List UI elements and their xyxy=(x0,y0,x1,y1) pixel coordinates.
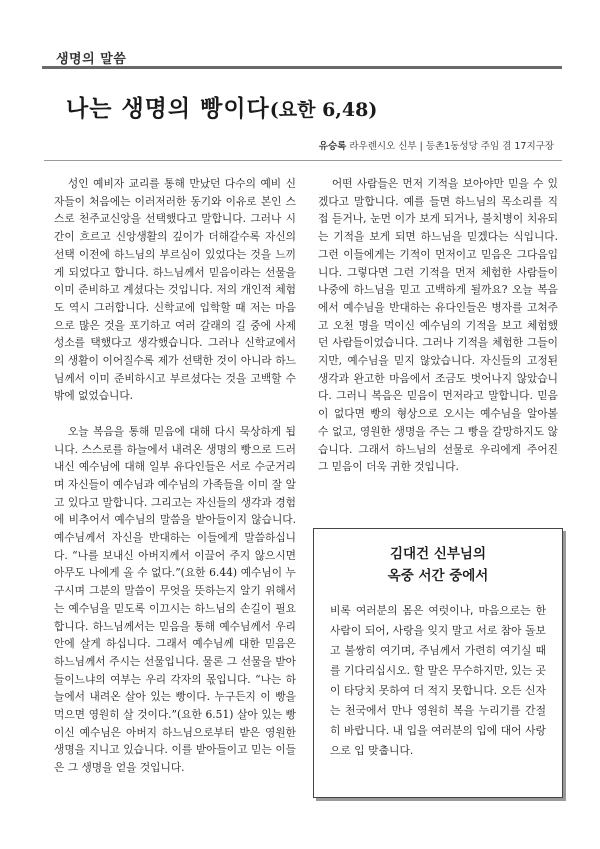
header-divider xyxy=(42,66,562,69)
left-column xyxy=(54,175,296,777)
byline-author: 유승록 xyxy=(318,141,347,152)
quote-title-line: 옥중 서간 중에서 xyxy=(387,568,489,584)
title-reference: (요한 6,48) xyxy=(269,99,378,121)
byline xyxy=(319,138,554,152)
paragraph: 성인 예비자 교리를 통해 만났던 다수의 예비 신자들이 처음에는 이러저러한 동기와 이유로 본인 스스로 천주교신앙을 선택했다고 말합니다. 그러나 시간이 흐르고 신앙생활의 깊이가 더해갈수록 자신의 선택 이전에 하느님의 부르심이 있었다는 것을 느끼게 되었다고 합니다. 하느님께서 믿음이라는 선물을 이미 준비하고 계셨다는 것입니다. 저의 개인적 체험도 역시 그러합니다. 신학교에 입학할 때 저는 마음으로 많은 것을 포기하고 여러 갈래의 길 중에 사제 성소를 택했다고 생각했습니다. 그러나 신학교에서의 생활이 이어질수록 제가 선택한 것이 아니라 하느님께서 이미 준비하시고 부르셨다는 것을 고백할 수밖에 없었습니다. xyxy=(54,177,296,403)
page-title xyxy=(66,90,377,123)
paragraph: 어떤 사람들은 먼저 기적을 보아야만 믿을 수 있겠다고 말합니다. 예를 들면 하느님의 목소리를 직접 듣거나, 눈먼 이가 보게 되거나, 불치병이 치유되는 기적을 보게 되면 하느님을 믿겠다는 식입니다. 그런 이들에게는 기적이 먼저이고 믿음은 그다음입니다. 그렇다면 그런 기적을 먼저 체험한 사람들이 나중에 하느님을 믿고 고백하게 될까요? 오늘 복음에서 예수님을 반대하는 유다인들은 병자를 고쳐주고 오천 명을 먹이신 예수님의 기적을 보고 체험했던 사람들이었습니다. 그러나 기적을 체험한 그들이지만, 예수님을 믿지 않았습니다. 자신들의 고정된 생각과 완고한 마음에서 조금도 벗어나지 않았습니다. 그러니 복음은 믿음이 먼저라고 말합니다. 믿음이 없다면 빵의 형상으로 오시는 예수님을 알아볼 수 없고, 영원한 생명을 주는 그 빵을 갈망하지도 않습니다. 그래서 하느님의 선물로 우리에게 주어진 그 믿음이 더욱 귀한 것입니다. xyxy=(318,177,558,474)
quote-body: 비록 여러분의 몸은 여럿이나, 마음으로는 한 사람이 되어, 사랑을 잊지 말고 서로 참아 돌보고 불쌍히 여기며, 주님께서 가련히 여기실 때를 기다리십시오. 할 말은 무수하지만, 있는 곳이 타당치 못하여 더 적지 못합니다. 오든 신자는 천국에서 만나 영원히 복을 누리기를 간절히 바랍니다. 내 입을 여러분의 입에 대어 사랑으로 입 맞춥니다. xyxy=(330,604,546,757)
section-label: 생명의 말씀 xyxy=(56,52,127,67)
title-text: 나는 생명의 빵이다 xyxy=(66,95,270,122)
right-column xyxy=(318,175,558,476)
quote-box xyxy=(313,528,563,798)
quote-title xyxy=(330,543,546,587)
paragraph: 오늘 복음을 통해 믿음에 대해 다시 묵상하게 됩니다. 스스로를 하늘에서 내려온 생명의 빵으로 드러내신 예수님에 대해 일부 유다인들은 서로 수군거리며 자신들이 예수님과 예수님의 가족들을 이미 잘 알고 있다고 말합니다. 그리고는 자신들의 생각과 경험에 비추어서 예수님의 말씀을 받아들이지 않습니다. 예수님께서 자신을 반대하는 이들에게 말씀하십니다. “나를 보내신 아버지께서 이끌어 주지 않으시면 아무도 나에게 올 수 없다.”(요한 6.44) 예수님이 누구시며 그분의 말씀이 무엇을 뜻하는지 알기 위해서는 예수님을 믿도록 이끄시는 하느님의 손길이 필요합니다. 하느님께서는 믿음을 통해 예수님께서 우리 안에 살게 하십니다. 그래서 예수님께 대한 믿음은 하느님께서 주시는 선물입니다. 물론 그 선물을 받아들이느냐의 여부는 우리 각자의 몫입니다. “나는 하늘에서 내려온 살아 있는 빵이다. 누구든지 이 빵을 먹으면 영원히 살 것이다.”(요한 6.51) 살아 있는 빵이신 예수님은 아버지 하느님으로부터 받은 영원한 생명을 지니고 있습니다. 이를 받아들이고 믿는 이들은 그 생명을 얻을 것입니다. xyxy=(54,424,296,775)
title-divider xyxy=(44,160,562,161)
quote-title-line: 김대건 신부님의 xyxy=(390,546,486,562)
byline-details: 라우렌시오 신부 | 등촌1동성당 주임 겸 17지구장 xyxy=(346,141,554,152)
